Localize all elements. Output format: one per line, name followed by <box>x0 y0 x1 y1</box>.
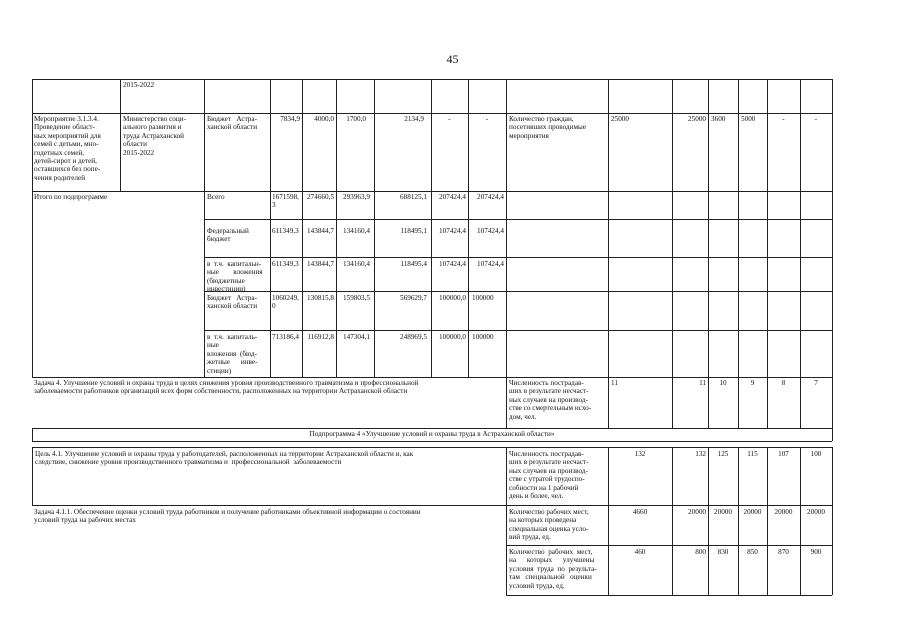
federal-capital-value-3: 134160,4 <box>343 260 370 268</box>
federal-value-4: 118495,1 <box>400 227 427 235</box>
rule <box>32 428 832 429</box>
task4-indicator-6: 7 <box>814 379 818 387</box>
rule <box>672 79 673 377</box>
regional-value-6: 100000 <box>472 294 494 302</box>
rule <box>708 447 709 595</box>
rule <box>32 447 832 448</box>
regional-value-3: 159803,5 <box>343 294 370 302</box>
task411-b-3: 830 <box>717 548 729 556</box>
rule <box>32 447 33 505</box>
rule <box>608 79 609 377</box>
page-number: 45 <box>446 52 459 66</box>
task411-a-5: 20000 <box>774 508 793 516</box>
regional-capital-value-5: 100000,0 <box>439 333 466 341</box>
federal-value-5: 107424,4 <box>439 227 466 235</box>
task411-indicator-b: Количество рабочих мест, на которых улучшены условия труда по результа- там специальной оценки условий труда, ед. <box>509 548 597 590</box>
goal41-indicator-6: 100 <box>810 450 822 458</box>
regional-value-1: 1060249, 0 <box>272 294 299 311</box>
rule <box>832 377 833 428</box>
federal-capital-value-1: 611349,3 <box>272 260 299 268</box>
total-value-4: 688125,1 <box>400 193 427 201</box>
federal-source: Федеральный бюджет <box>207 227 249 244</box>
regional-value-5: 100000,0 <box>439 294 466 302</box>
rule <box>506 447 507 595</box>
federal-capital-value-4: 118495,4 <box>400 260 427 268</box>
period-text: 2015-2022 <box>123 81 155 89</box>
program-table <box>32 79 832 595</box>
regional-source: Бюджет Астра- ханской области <box>207 294 258 311</box>
federal-capital-value-5: 107424,4 <box>439 260 466 268</box>
goal41-indicator-5: 107 <box>778 450 789 458</box>
subprogram4-title: Подпрограмма 4 «Улучшение условий и охраны труда в Астраханской области» <box>309 430 555 438</box>
task4-indicator-4: 9 <box>750 379 755 387</box>
rule <box>32 191 832 192</box>
goal41-indicator-1: 132 <box>634 450 646 458</box>
federal-capital-value-6: 107424,4 <box>477 260 504 268</box>
task411-text: Задача 4.1.1. Обеспечение оценки условий труда работников и получение работниками объективной информации о состоянии условий труда на рабочих местах <box>34 508 421 525</box>
goal41-indicator: Численность пострадав- ших в результате несчаст- ных случаев на производ- стве с утратой трудоспо- собности на 1 рабочий день и более, чел. <box>509 450 589 501</box>
task411-a-2: 20000 <box>688 508 706 516</box>
rule <box>832 79 833 377</box>
task411-a-1: 4660 <box>632 508 648 516</box>
regional-capital-value-2: 116912,8 <box>307 333 334 341</box>
measure-indicator-1: 25000 <box>611 115 629 123</box>
total-value-5: 207424,4 <box>439 193 466 201</box>
measure-executor: Министерство соци- ального развития и труда Астраханской области 2015-2022 <box>123 115 186 157</box>
measure-indicator: Количество граждан, посетивших проводимые мероприятия <box>509 115 587 140</box>
federal-capital-value-2: 143844,7 <box>307 260 334 268</box>
rule <box>204 79 205 377</box>
measure-value-5: - <box>448 115 451 123</box>
total-value-3: 293963,9 <box>343 193 370 201</box>
rule <box>767 447 768 595</box>
measure-funding-source: Бюджет Астра- ханской области <box>207 115 258 132</box>
task411-a-6: 20000 <box>807 508 825 516</box>
goal41-text: Цель 4.1. Улучшение условий и охраны труда у работодателей, расположенных на территории Астраханской области и, как следствие, снижение уровня производственного травматизма и профессиональной заболеваемости <box>35 450 414 467</box>
rule <box>672 447 673 595</box>
federal-capital-source: в т.ч. капитальн- ные вложения (бюджетные инвестиции) <box>207 260 263 294</box>
total-value-1: 1671598, 3 <box>272 193 299 210</box>
measure-indicator-6: - <box>814 115 818 123</box>
total-source: Всего <box>207 193 225 201</box>
goal41-indicator-4: 115 <box>747 450 758 458</box>
rule <box>120 79 121 191</box>
task411-b-5: 870 <box>778 548 789 556</box>
task4-indicator-1: 11 <box>611 379 618 387</box>
rule <box>767 79 768 377</box>
rule <box>608 447 609 595</box>
subprogram-total-label: Итого по подпрограмме <box>34 193 108 201</box>
task411-b-6: 900 <box>810 548 822 556</box>
rule <box>608 377 609 428</box>
task4-indicator-3: 10 <box>719 379 727 387</box>
total-value-2: 274660,5 <box>307 193 334 201</box>
rule <box>506 595 832 596</box>
rule <box>32 377 832 378</box>
measure-value-4: 2134,9 <box>404 115 424 123</box>
task411-b-2: 800 <box>695 548 706 556</box>
task411-b-4: 850 <box>747 548 758 556</box>
task4-text: Задача 4. Улучшение условий и охраны труда в целях снижения уровня производственного травматизма и профессиональной заболеваемости работников организаций всех форм собственности, расположенных на территории Астраханской области <box>34 379 419 396</box>
regional-capital-value-3: 147304,1 <box>343 333 370 341</box>
rule <box>506 545 832 546</box>
rule <box>32 113 832 114</box>
task411-a-3: 20000 <box>714 508 732 516</box>
rule <box>832 428 833 441</box>
task4-indicator: Численность пострадав- ших в результате несчаст- ных случаев на производ- стве со смертельным исхо- дом, чел. <box>509 379 592 421</box>
measure-value-6: - <box>485 115 489 123</box>
federal-value-1: 611349,3 <box>272 227 299 235</box>
federal-value-2: 143844,7 <box>307 227 334 235</box>
rule <box>506 377 507 428</box>
measure-value-3: 1700,0 <box>346 115 366 123</box>
measure-title: Мероприятие 3.1.3.4. Проведение област- ных мероприятий для семей с детьми, мно- годетных семей, детей-сирот и детей, оставшихся без попе- чения родителей <box>34 115 101 182</box>
rule <box>32 505 832 506</box>
measure-value-2: 4000,0 <box>314 115 334 123</box>
task411-a-4: 20000 <box>743 508 762 516</box>
federal-value-6: 107424,4 <box>477 227 504 235</box>
measure-value-1: 7834,9 <box>280 115 300 123</box>
rule <box>270 79 271 377</box>
measure-indicator-3: 3600 <box>711 115 726 123</box>
measure-indicator-2: 25000 <box>688 115 706 123</box>
goal41-indicator-2: 132 <box>695 450 706 458</box>
rule <box>506 79 507 377</box>
regional-capital-value-4: 248969,5 <box>400 333 427 341</box>
total-value-6: 207424,4 <box>477 193 504 201</box>
rule <box>738 79 739 377</box>
regional-capital-value-1: 713186,4 <box>272 333 299 341</box>
task4-indicator-5: 8 <box>781 379 786 387</box>
regional-capital-source: в т.ч. капиталь- ные вложения (бюд- жетные инве- стиции) <box>207 333 258 375</box>
task411-b-1: 460 <box>634 548 646 556</box>
rule <box>800 447 801 595</box>
federal-value-3: 134160,4 <box>343 227 370 235</box>
rule <box>32 441 832 442</box>
rule <box>32 79 33 377</box>
task4-indicator-2: 11 <box>699 379 706 387</box>
goal41-indicator-3: 125 <box>717 450 729 458</box>
regional-value-4: 569629,7 <box>400 294 427 302</box>
measure-indicator-5: - <box>782 115 785 123</box>
rule <box>32 79 832 80</box>
task411-indicator-a: Количество рабочих мест, на которых проведена специальная оценка усло- вий труда, ед. <box>509 508 589 542</box>
regional-value-2: 130815,8 <box>307 294 334 302</box>
measure-indicator-4: 5000 <box>741 115 756 123</box>
rule <box>800 79 801 377</box>
rule <box>708 79 709 377</box>
regional-capital-value-6: 100000 <box>472 333 494 341</box>
rule <box>832 447 833 595</box>
rule <box>738 447 739 595</box>
